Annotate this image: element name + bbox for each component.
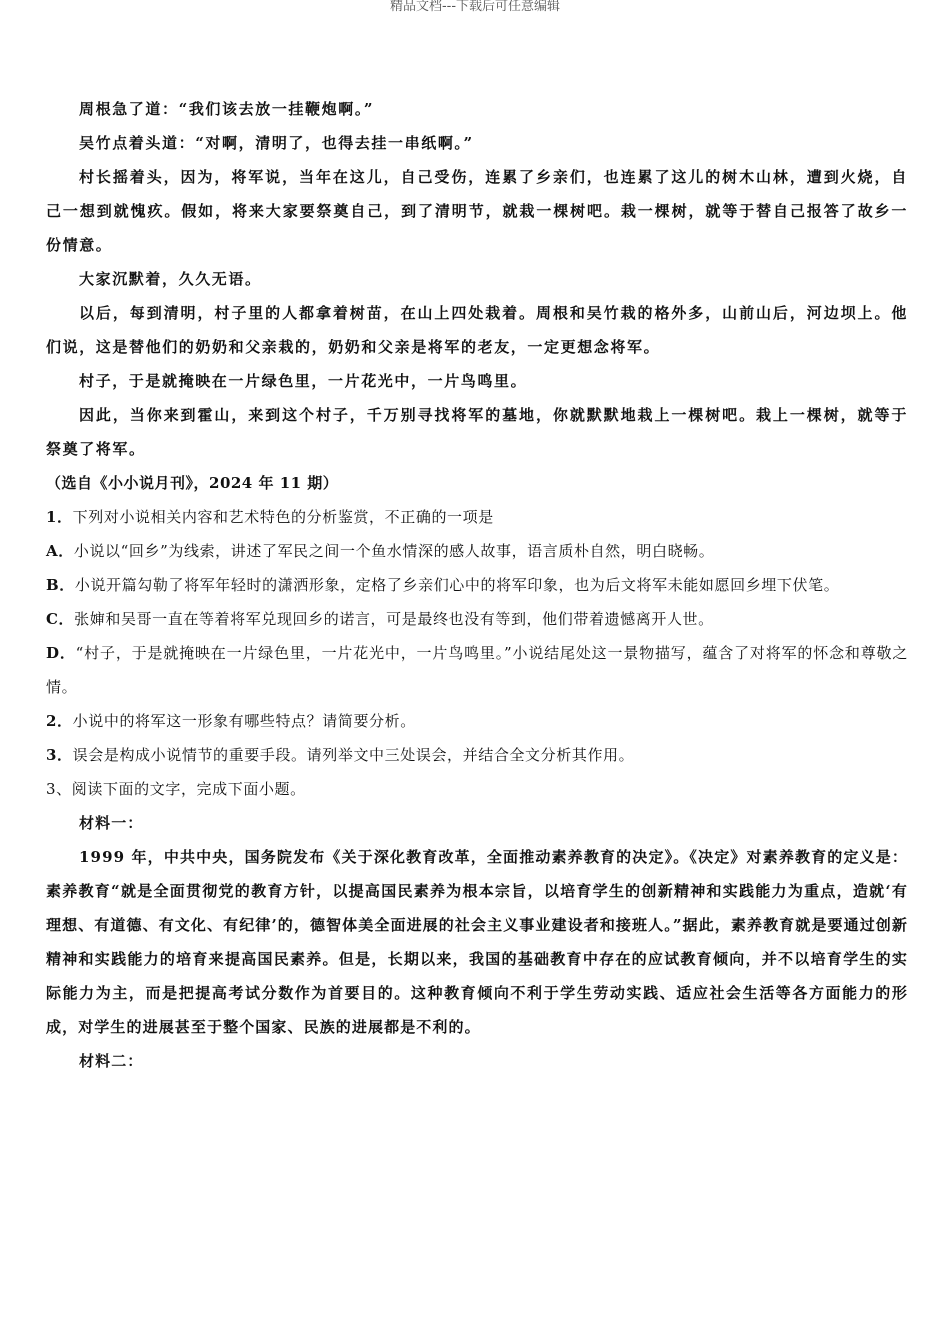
story-paragraph: 村子，于是就掩映在一片绿色里，一片花光中，一片鸟鸣里。	[79, 372, 528, 390]
materials	[46, 806, 908, 1078]
story-paragraph: 吴竹点着头道：“对啊，清明了，也得去挂一串纸啊。”	[79, 134, 474, 152]
document-body	[46, 92, 908, 1078]
source-citation: （选自《小小说月刊》，2024 年 11 期）	[46, 474, 339, 492]
story-paragraph: 因此，当你来到霍山，来到这个村子，千万别寻找将军的墓地，你就默默地栽上一棵树吧。栽上一棵树，就等于祭奠了将军。	[46, 406, 908, 458]
material-1-text: 1999 年，中共中央，国务院发布《关于深化教育改革，全面推动素养教育的决定》。《决定》对素养教育的定义是：素养教育“就是全面贯彻党的教育方针，以提高国民素养为根本宗旨，以培育学生的创新精神和实践能力为重点，造就‘有理想、有道德、有文化、有纪律’的，德智体美全面进展的社会主义事业建设者和接班人。”据此，素养教育就是要通过创新精神和实践能力的培育来提高国民素养。但是，长期以来，我国的基础教育中存在的应试教育倾向，并不以培育学生的实际能力为主，而是把提高考试分数作为首要目的。这种教育倾向不利于学生劳动实践、适应社会生活等各方面能力的形成，对学生的进展甚至于整个国家、民族的进展都是不利的。	[46, 848, 908, 1036]
material-2-label: 材料二：	[79, 1052, 144, 1070]
story-paragraph: 以后，每到清明，村子里的人都拿着树苗，在山上四处栽着。周根和吴竹栽的格外多，山前山后，河边坝上。他们说，这是替他们的奶奶和父亲栽的，奶奶和父亲是将军的老友，一定更想念将军。	[46, 304, 908, 356]
question-list	[46, 500, 908, 806]
page-header: 精品文档---下载后可任意编辑	[389, 0, 561, 14]
question-3: 3．误会是构成小说情节的重要手段。请列举文中三处误会，并结合全文分析其作用。	[46, 746, 635, 764]
section-3-instruction: 3、阅读下面的文字，完成下面小题。	[46, 780, 306, 798]
option-b: B．小说开篇勾勒了将军年轻时的潇洒形象，定格了乡亲们心中的将军印象，也为后文将军未能如愿回乡埋下伏笔。	[46, 576, 840, 594]
story-paragraph: 周根急了道：“我们该去放一挂鞭炮啊。”	[79, 100, 375, 118]
option-d: D．“村子，于是就掩映在一片绿色里，一片花光中，一片鸟鸣里。”小说结尾处这一景物描写，蕴含了对将军的怀念和尊敬之情。	[46, 644, 908, 696]
story-paragraph: 大家沉默着，久久无语。	[79, 270, 262, 288]
question-1: 1．下列对小说相关内容和艺术特色的分析鉴赏，不正确的一项是	[46, 508, 494, 526]
question-2: 2．小说中的将军这一形象有哪些特点？请简要分析。	[46, 712, 416, 730]
story-paragraph: 村长摇着头，因为，将军说，当年在这儿，自己受伤，连累了乡亲们，也连累了这儿的树木山林，遭到火烧，自己一想到就愧疚。假如，将来大家要祭奠自己，到了清明节，就栽一棵树吧。栽一棵树，就等于替自己报答了故乡一份情意。	[46, 168, 908, 254]
option-a: A．小说以“回乡”为线索，讲述了军民之间一个鱼水情深的感人故事，语言质朴自然，明白晓畅。	[46, 542, 715, 560]
material-1-label: 材料一：	[79, 814, 144, 832]
option-c: C．张婶和吴哥一直在等着将军兑现回乡的诺言，可是最终也没有等到，他们带着遗憾离开人世。	[46, 610, 714, 628]
story-excerpt	[46, 92, 908, 466]
